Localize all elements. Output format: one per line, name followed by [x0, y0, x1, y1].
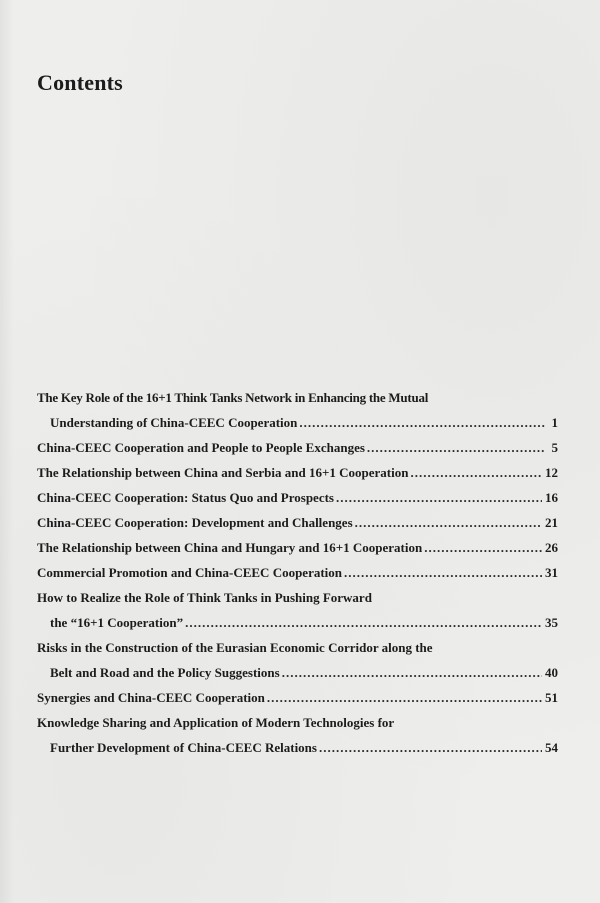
toc-entry — [37, 560, 558, 585]
toc-entry-title: China-CEEC Cooperation and People to People Exchanges — [37, 440, 365, 455]
toc-entry — [37, 685, 558, 710]
toc-entry-title: Risks in the Construction of the Eurasian Economic Corridor along the — [37, 640, 433, 655]
toc-entry-title-continued: Further Development of China-CEEC Relations — [50, 740, 317, 755]
toc-entry-title: Commercial Promotion and China-CEEC Cooperation — [37, 565, 343, 580]
contents-heading: Contents — [37, 70, 123, 95]
toc-entry-title-continued: Understanding of China-CEEC Cooperation — [50, 415, 298, 430]
toc-entry-title: The Relationship between China and Hungary and 16+1 Cooperation — [37, 540, 423, 555]
dot-leader — [282, 660, 542, 685]
toc-entry-line — [37, 610, 558, 635]
toc-entry-line — [37, 535, 558, 560]
dot-leader — [185, 610, 542, 635]
dot-leader — [410, 460, 542, 485]
toc-page-number: 40 — [545, 665, 558, 680]
toc-entry-line — [37, 435, 558, 460]
toc-entry-line — [37, 635, 558, 660]
dot-leader — [299, 410, 545, 435]
dot-leader — [267, 685, 542, 710]
dot-leader — [424, 535, 542, 560]
toc-entry-line — [37, 385, 558, 410]
toc-page-number: 12 — [545, 465, 558, 480]
toc-page-number: 1 — [551, 415, 558, 430]
toc-entry-title: Knowledge Sharing and Application of Modern Technologies for — [37, 715, 395, 730]
toc-entry-line — [37, 585, 558, 610]
table-of-contents — [37, 385, 558, 760]
toc-entry-title: China-CEEC Cooperation: Development and Challenges — [37, 515, 353, 530]
toc-entry — [37, 710, 558, 760]
toc-entry-title: Synergies and China-CEEC Cooperation — [37, 690, 265, 705]
toc-page-number: 5 — [551, 440, 558, 455]
toc-entry-title-continued: Belt and Road and the Policy Suggestions — [50, 665, 280, 680]
toc-entry-line — [37, 485, 558, 510]
toc-page-number: 54 — [545, 740, 558, 755]
toc-entry — [37, 535, 558, 560]
dot-leader — [344, 560, 542, 585]
toc-entry-title: How to Realize the Role of Think Tanks in Pushing Forward — [37, 590, 372, 605]
toc-entry-line — [37, 735, 558, 760]
toc-entry — [37, 435, 558, 460]
toc-entry — [37, 510, 558, 535]
toc-entry-title-continued: the “16+1 Cooperation” — [50, 615, 184, 630]
dot-leader — [319, 735, 542, 760]
toc-page-number: 21 — [545, 515, 558, 530]
toc-entry-line — [37, 410, 558, 435]
toc-entry-title: The Key Role of the 16+1 Think Tanks Network in Enhancing the Mutual — [37, 390, 429, 405]
toc-entry-line — [37, 510, 558, 535]
toc-page-number: 26 — [545, 540, 558, 555]
toc-page-number: 31 — [545, 565, 558, 580]
dot-leader — [355, 510, 542, 535]
toc-entry-line — [37, 460, 558, 485]
toc-entry — [37, 635, 558, 685]
toc-entry — [37, 460, 558, 485]
toc-entry-title: China-CEEC Cooperation: Status Quo and Prospects — [37, 490, 334, 505]
dot-leader — [336, 485, 542, 510]
toc-page-number: 16 — [545, 490, 558, 505]
dot-leader — [367, 435, 545, 460]
toc-entry-line — [37, 660, 558, 685]
toc-page-number: 35 — [545, 615, 558, 630]
toc-page-number: 51 — [545, 690, 558, 705]
toc-entry — [37, 385, 558, 435]
toc-entry-title: The Relationship between China and Serbia and 16+1 Cooperation — [37, 465, 409, 480]
toc-entry-line — [37, 560, 558, 585]
toc-entry — [37, 485, 558, 510]
toc-entry-line — [37, 685, 558, 710]
toc-entry-line — [37, 710, 558, 735]
toc-entry — [37, 585, 558, 635]
